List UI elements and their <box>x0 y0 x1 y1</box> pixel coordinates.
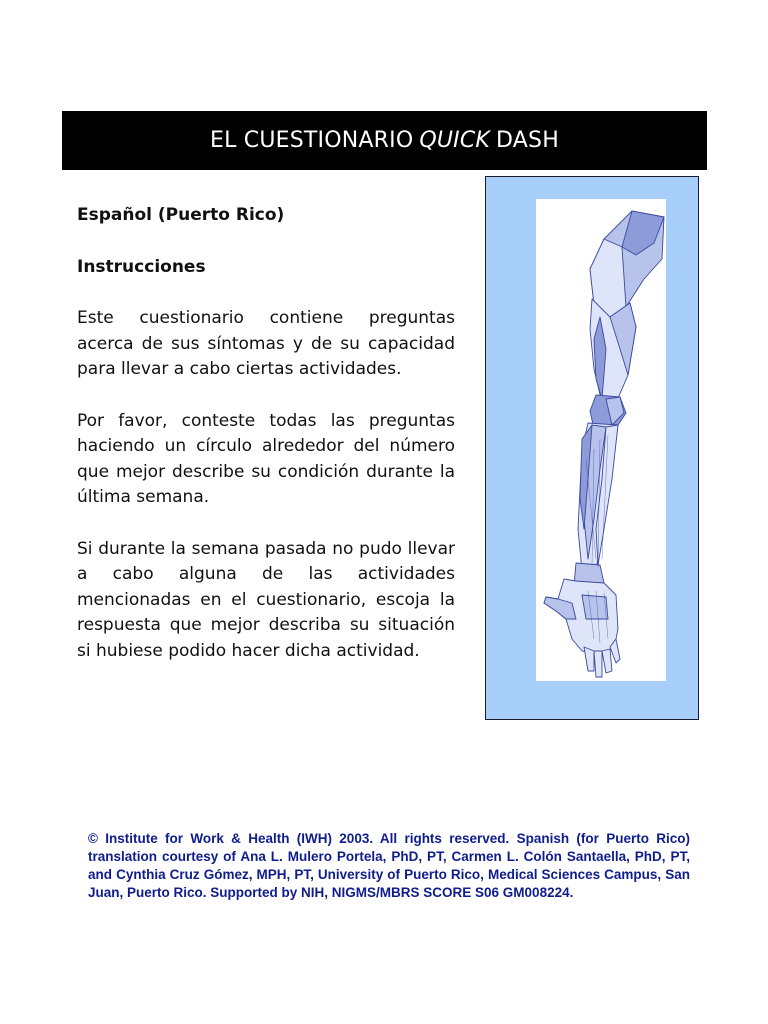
figure-frame <box>536 199 666 681</box>
figure-panel <box>485 176 699 720</box>
instructions-heading: Instrucciones <box>77 256 206 277</box>
title-part-1: EL CUESTIONARIO <box>210 128 414 153</box>
title-banner <box>62 111 707 170</box>
instruction-paragraph-3: Si durante la semana pasada no pudo llevar a cabo alguna de las actividades mencionadas en el cuestionario, escoja la respuesta que mejor describa su situación si hubiese podido hacer dicha actividad. <box>77 538 455 661</box>
arm-muscles-illustration <box>536 199 666 681</box>
language-label: Español (Puerto Rico) <box>77 205 285 225</box>
copyright-footer: © Institute for Work & Health (IWH) 2003. All rights reserved. Spanish (for Puerto Rico) translation courtesy of Ana L. Mulero Portela, PhD, PT, Carmen L. Colón Santaella, PhD, PT, and Cynthia Cruz Gómez, MPH, PT, University of Puerto Rico, Medical Sciences Campus, San Juan, Puerto Rico. Supported by NIH, NIGMS/MBRS SCORE S06 GM008224. <box>88 831 690 900</box>
instructions-column <box>77 200 455 664</box>
title-part-3: DASH <box>496 128 559 153</box>
title-part-2: QUICK <box>419 128 491 153</box>
instruction-paragraph-2: Por favor, conteste todas las preguntas haciendo un círculo alrededor del número que mejor describe su condición durante la última semana. <box>77 410 455 507</box>
instruction-paragraph-1: Este cuestionario contiene preguntas acerca de sus síntomas y de su capacidad para llevar a cabo ciertas actividades. <box>77 308 455 379</box>
